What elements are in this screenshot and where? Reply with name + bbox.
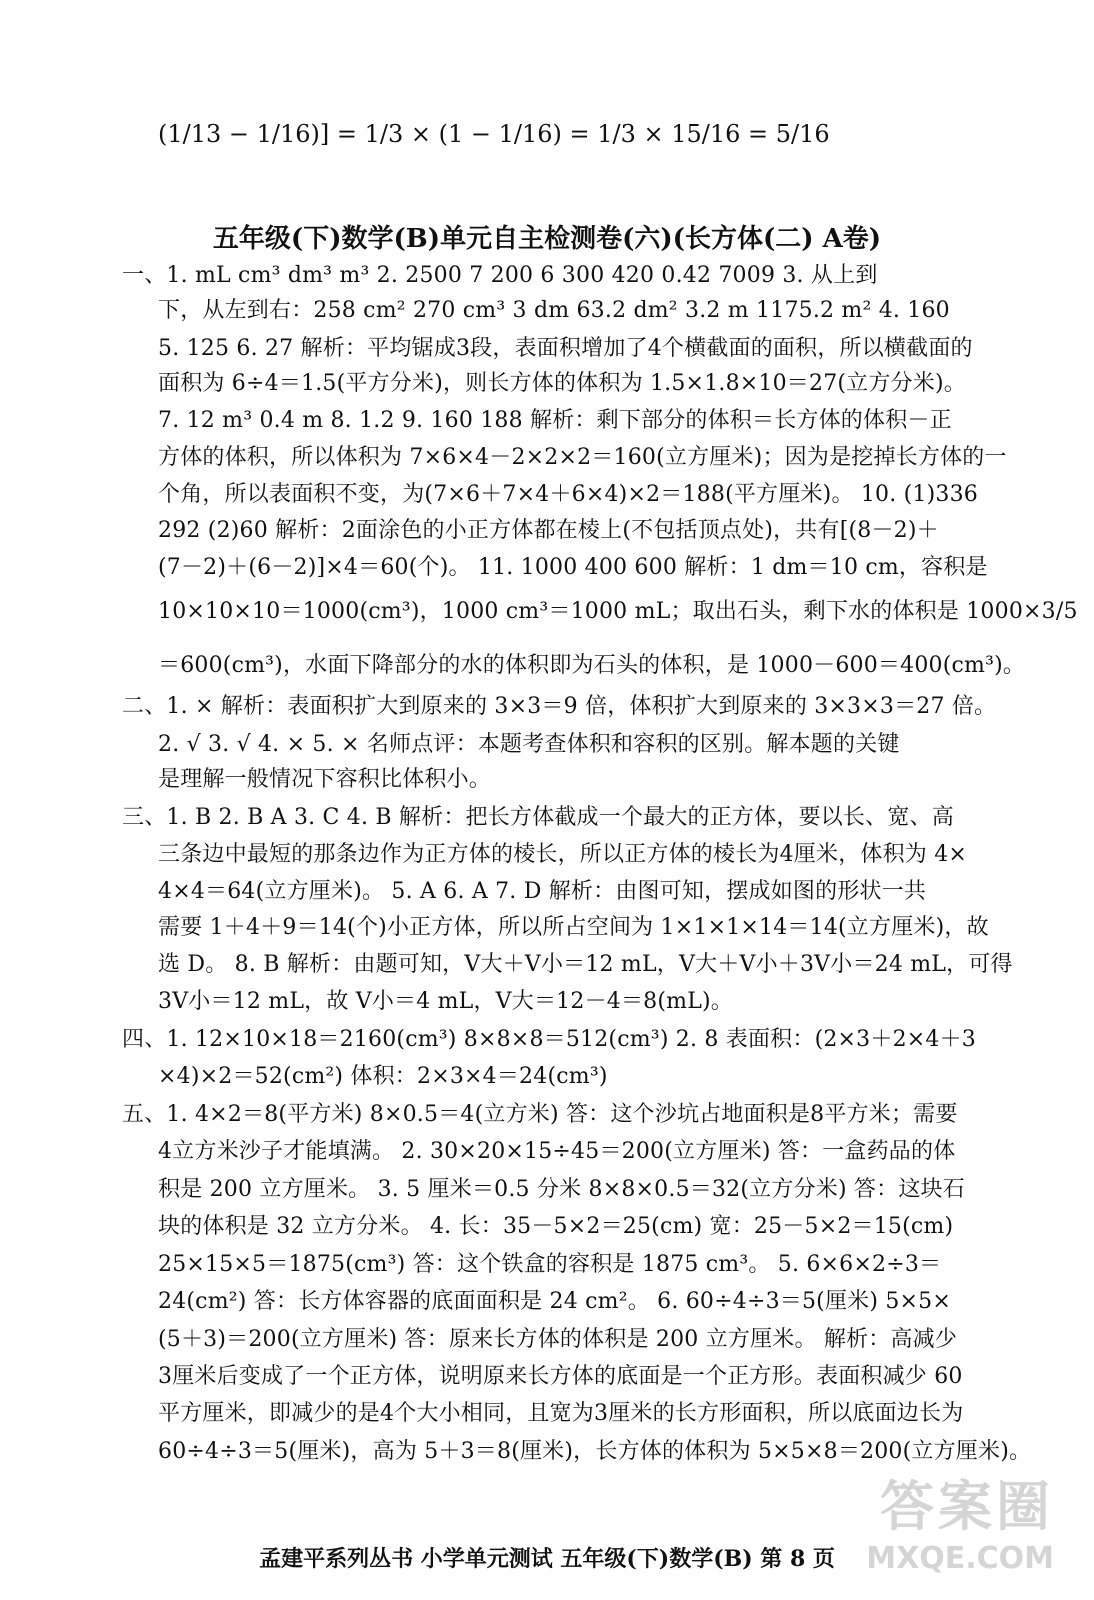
watermark-logo: 答案圈 xyxy=(880,1475,1054,1538)
answer-line: (5＋3)＝200(立方厘米) 答：原来长方体的体积是 200 立方厘米。 解析：高减少 xyxy=(158,1327,958,1352)
answer-line: 三、1. B 2. B A 3. C 4. B 解析：把长方体截成一个最大的正方体，要以长、宽、高 xyxy=(122,805,954,830)
answer-line: 二、1. × 解析：表面积扩大到原来的 3×3＝9 倍，体积扩大到原来的 3×3×3＝27 倍。 xyxy=(122,694,997,719)
answer-line: 25×15×5＝1875(cm³) 答：这个铁盒的容积是 1875 cm³。 5. 6×6×2÷3＝ xyxy=(158,1252,942,1277)
answer-line: 4立方米沙子才能填满。 2. 30×20×15÷45＝200(立方厘米) 答：一盒药品的体 xyxy=(158,1139,956,1164)
answer-line: 五、1. 4×2＝8(平方米) 8×0.5＝4(立方米) 答：这个沙坑占地面积是8平方米；需要 xyxy=(122,1102,958,1127)
answer-line: 块的体积是 32 立方分米。 4. 长：35－5×2＝25(cm) 宽：25－5×2＝15(cm) xyxy=(158,1214,954,1239)
page-title: 五年级(下)数学(B)单元自主检测卷(六)(长方体(二) A卷) xyxy=(212,224,882,254)
page-footer: 孟建平系列丛书 小学单元测试 五年级(下)数学(B) 第 8 页 xyxy=(259,1546,835,1572)
answer-line: 面积为 6÷4＝1.5(平方分米)，则长方体的体积为 1.5×1.8×10＝27(立方分米)。 xyxy=(158,371,966,396)
answer-line: 是理解一般情况下容积比体积小。 xyxy=(158,767,492,792)
watermark-url: MXQE.COM xyxy=(866,1541,1054,1576)
answer-line: 3厘米后变成了一个正方体，说明原来长方体的底面是一个正方形。表面积减少 60 xyxy=(158,1364,963,1389)
answer-line: 选 D。 8. B 解析：由题可知，V大＋V小＝12 mL，V大＋V小＋3V小＝24 mL，可得 xyxy=(158,952,1013,977)
answer-line: 一、1. mL cm³ dm³ m³ 2. 2500 7 200 6 300 420 0.42 7009 3. 从上到 xyxy=(122,263,878,288)
top-formula: (1/13 − 1/16)] = 1/3 × (1 − 1/16) = 1/3 × 15/16 = 5/16 xyxy=(158,120,830,148)
answer-line: 2. √ 3. √ 4. × 5. × 名师点评：本题考查体积和容积的区别。解本题的关键 xyxy=(158,732,900,757)
answer-line: 7. 12 m³ 0.4 m 8. 1.2 9. 160 188 解析：剩下部分的体积＝长方体的体积－正 xyxy=(158,408,952,433)
answer-line: 需要 1＋4＋9＝14(个)小正方体，所以所占空间为 1×1×1×14＝14(立方厘米)，故 xyxy=(158,915,989,940)
watermark xyxy=(866,1464,1054,1576)
answer-line: 三条边中最短的那条边作为正方体的棱长，所以正方体的棱长为4厘米，体积为 4× xyxy=(158,842,968,867)
answer-line: 四、1. 12×10×18＝2160(cm³) 8×8×8＝512(cm³) 2. 8 表面积：(2×3＋2×4＋3 xyxy=(122,1027,977,1052)
answer-line: ×4)×2＝52(cm²) 体积：2×3×4＝24(cm³) xyxy=(158,1064,608,1089)
answer-line: 方体的体积，所以体积为 7×6×4－2×2×2＝160(立方厘米)；因为是挖掉长方体的一 xyxy=(158,445,1007,470)
answer-line: 4×4＝64(立方厘米)。 5. A 6. A 7. D 解析：由图可知，摆成如图的形状一共 xyxy=(158,879,927,904)
answer-line: 5. 125 6. 27 解析：平均锯成3段，表面积增加了4个横截面的面积，所以横截面的 xyxy=(158,336,973,361)
answer-line: 3V小＝12 mL，故 V小＝4 mL，V大＝12－4＝8(mL)。 xyxy=(158,989,733,1014)
answer-line: 292 (2)60 解析：2面涂色的小正方体都在棱上(不包括顶点处)，共有[(8－2)＋ xyxy=(158,518,939,543)
answer-line: 60÷4÷3＝5(厘米)，高为 5＋3＝8(厘米)，长方体的体积为 5×5×8＝200(立方厘米)。 xyxy=(158,1439,1032,1464)
answer-line: 个角，所以表面积不变，为(7×6＋7×4＋6×4)×2＝188(平方厘米)。 10. (1)336 xyxy=(158,482,978,507)
answer-line: 24(cm²) 答：长方体容器的底面面积是 24 cm²。 6. 60÷4÷3＝5(厘米) 5×5× xyxy=(158,1289,951,1314)
answer-line: (7－2)＋(6－2)]×4＝60(个)。 11. 1000 400 600 解析：1 dm＝10 cm，容积是 xyxy=(158,555,988,580)
answer-line: 积是 200 立方厘米。 3. 5 厘米＝0.5 分米 8×8×0.5＝32(立方分米) 答：这块石 xyxy=(158,1177,965,1202)
answer-line: 平方厘米，即减少的是4个大小相同，且宽为3厘米的长方形面积，所以底面边长为 xyxy=(158,1401,964,1426)
answer-line: 10×10×10＝1000(cm³)，1000 cm³＝1000 mL；取出石头，剩下水的体积是 1000×3/5 xyxy=(158,599,1078,624)
answer-line: 下，从左到右：258 cm² 270 cm³ 3 dm 63.2 dm² 3.2 m 1175.2 m² 4. 160 xyxy=(158,298,950,323)
answer-line: ＝600(cm³)，水面下降部分的水的体积即为石头的体积，是 1000－600＝400(cm³)。 xyxy=(158,653,1026,678)
